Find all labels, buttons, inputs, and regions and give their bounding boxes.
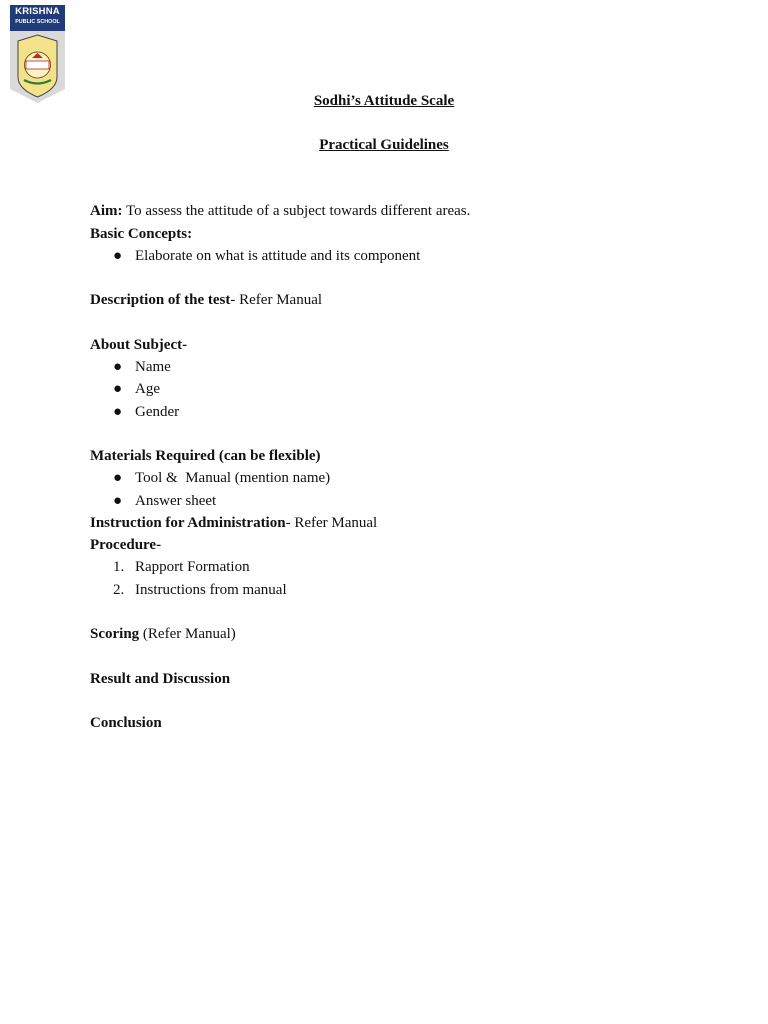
- description-label: Description of the test: [90, 292, 231, 308]
- aim-line: [90, 203, 470, 220]
- page-subtitle: Practical Guidelines: [319, 137, 449, 153]
- result-heading: Result and Discussion: [90, 671, 231, 687]
- instruction-label: Instruction for Administration: [90, 515, 286, 531]
- list-number: 1.: [113, 559, 125, 575]
- list-item: ● Gender: [113, 404, 180, 420]
- list-item: ● Age: [113, 381, 160, 397]
- school-logo: [10, 5, 65, 103]
- list-item: ● Elaborate on what is attitude and its component: [113, 248, 421, 264]
- list-number: 2.: [113, 582, 125, 598]
- logo-subtitle: PUBLIC SCHOOL: [15, 19, 60, 25]
- scoring-text: (Refer Manual): [139, 626, 236, 642]
- list-item: ● Tool & Manual (mention name): [113, 470, 331, 486]
- conclusion-heading: Conclusion: [90, 715, 162, 731]
- list-item: ● Name: [113, 359, 171, 375]
- list-item: 2. Instructions from manual: [113, 582, 287, 598]
- bullet-icon: ●: [113, 248, 123, 264]
- instruction-text: - Refer Manual: [285, 515, 378, 531]
- scoring-line: [90, 626, 236, 643]
- description-text: - Refer Manual: [230, 292, 323, 308]
- logo-banner: [10, 5, 65, 31]
- materials-heading: Materials Required (can be flexible): [90, 448, 321, 464]
- page-title: Sodhi’s Attitude Scale: [313, 93, 455, 109]
- about-subject-heading: About Subject-: [90, 337, 188, 353]
- aim-label: Aim:: [90, 203, 123, 219]
- description-line: [90, 292, 322, 309]
- scoring-label: Scoring: [90, 626, 140, 642]
- bullet-icon: ●: [113, 404, 123, 420]
- list-item: ● Answer sheet: [113, 493, 217, 509]
- aim-text: To assess the attitude of a subject towards different areas.: [122, 203, 471, 219]
- basic-concepts-heading: Basic Concepts:: [90, 226, 193, 242]
- bullet-icon: ●: [113, 493, 123, 509]
- procedure-heading: Procedure-: [90, 537, 162, 553]
- bullet-icon: ●: [113, 381, 123, 397]
- logo-name: KRISHNA: [15, 6, 60, 17]
- list-item: 1. Rapport Formation: [113, 559, 250, 575]
- bullet-icon: ●: [113, 359, 123, 375]
- bullet-icon: ●: [113, 470, 123, 486]
- instruction-line: [90, 515, 377, 532]
